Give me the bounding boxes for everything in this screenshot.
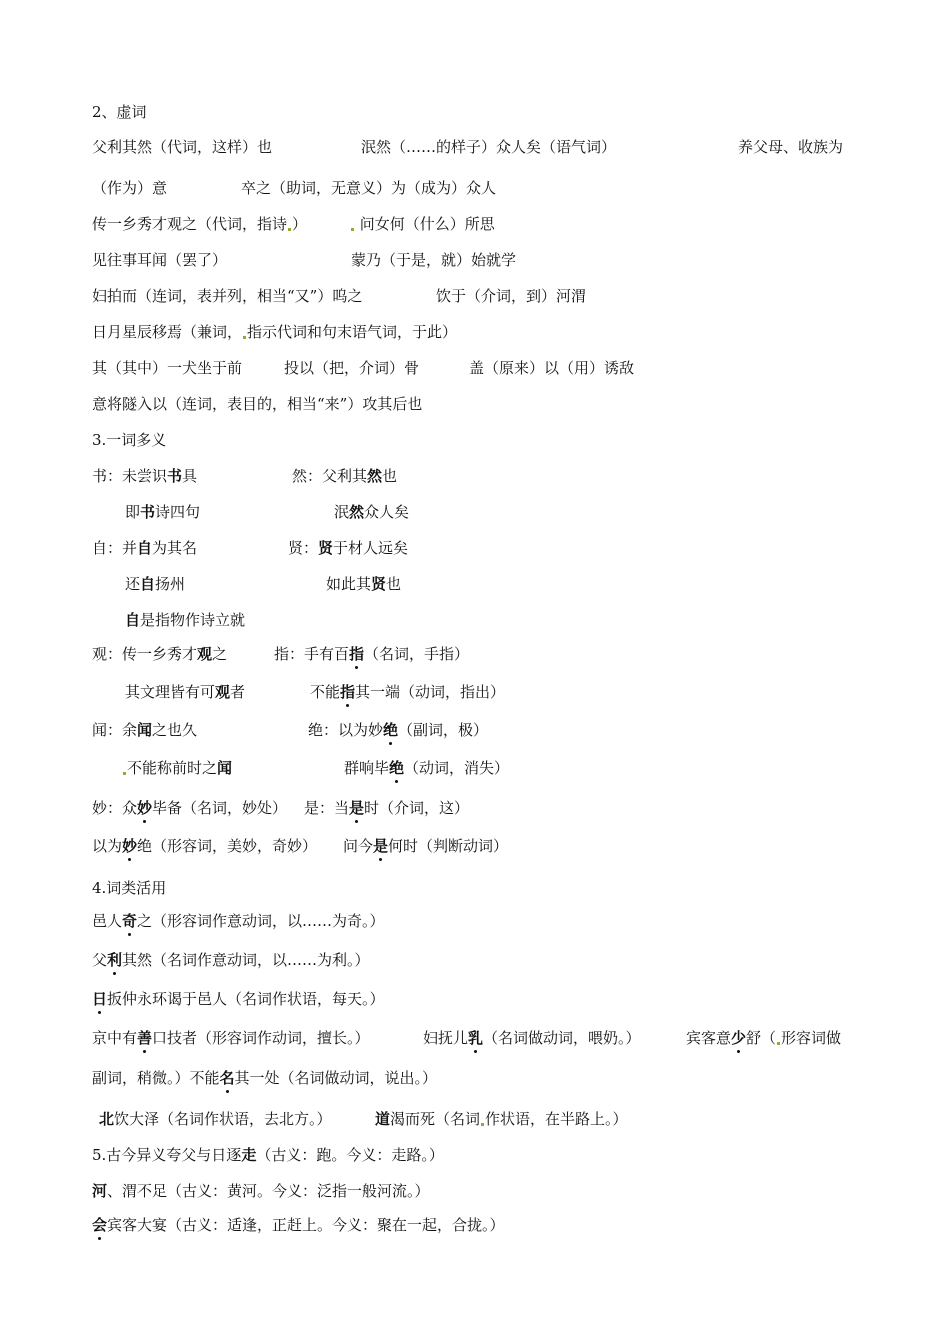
- text-s3-miao-head: 妙：: [92, 799, 123, 817]
- text-s3-xian-k2: 贤: [371, 575, 387, 593]
- text-s2-l5a: 妇拍而（连词，表并列，相当“又”）呜之: [92, 287, 363, 305]
- function-words-line-8: [92, 394, 422, 414]
- text-s2-l7a: 其（其中）一犬坐于前: [92, 359, 243, 377]
- text-s3-guan-b2: 者: [230, 683, 246, 701]
- text-s3-zi-k3: 自: [125, 611, 141, 629]
- text-s2-l6a: 日月星辰移焉（兼词，: [92, 323, 243, 341]
- text-s3-wen-b1: 不能称前时之: [127, 759, 218, 777]
- text-s3-zhi-b2: 其一端（动词，指出）: [355, 683, 506, 701]
- text-segment: [125, 502, 200, 522]
- text-s2-l2b: 卒之（助词，无意义）为（成为）众人: [241, 179, 497, 197]
- proofreading-mark: [288, 228, 291, 231]
- text-s3-jue-head: 绝：: [308, 721, 339, 739]
- text-s4-l2-k: 利: [107, 951, 123, 969]
- text-s4-l5-k: 名: [219, 1069, 235, 1087]
- text-s4-l2-pre: 父: [92, 951, 108, 969]
- text-s4-l4-d: （名词做动词，喂奶。）: [483, 1029, 641, 1047]
- text-s3-wen-head: 闻：: [92, 721, 123, 739]
- text-s4-l5-a: 副词，稍微。）不能: [92, 1069, 220, 1087]
- text-s3-wen-k2: 闻: [217, 759, 233, 777]
- text-s4-l4-k2: 乳: [468, 1029, 484, 1047]
- text-segment: [274, 644, 469, 664]
- text-s3-ran-b2: 众人矣: [364, 503, 410, 521]
- text-s3-shu-k2: 书: [140, 503, 156, 521]
- text-s3-guan-a2: 之: [212, 645, 228, 663]
- section-heading-function-words: [92, 102, 147, 122]
- text-s3-zhi-b1: 不能: [310, 683, 341, 701]
- text-s4-l6-a: 饮大泽（名词作状语，去北方。）: [114, 1110, 332, 1128]
- text-s2-l7c: 盖（原来）以（用）诱敌: [469, 359, 635, 377]
- text-s5-l1-pre: 5.古今异义夸父与日逐: [92, 1146, 242, 1164]
- text-s3-wen-k1: 闻: [137, 721, 153, 739]
- text-s4-l1-post: 之（形容词作意动词，以……为奇。）: [137, 912, 385, 930]
- text-s4-l4-b: 口技者（形容词作动词，擅长。）: [152, 1029, 370, 1047]
- text-segment: [92, 720, 197, 740]
- text-s5-l2-k: 河: [92, 1182, 108, 1200]
- text-s3-guan-head: 观：: [92, 645, 123, 663]
- text-s3-shu-b2: 诗四句: [155, 503, 201, 521]
- ancient-modern-line-2: [92, 1181, 430, 1201]
- text-s2-l1c: 养父母、收族为: [738, 138, 844, 156]
- text-segment: [92, 644, 227, 664]
- text-segment: [92, 1028, 370, 1048]
- text-s3-guan-k1: 观: [197, 645, 213, 663]
- text-s3-xian-a2: 于材人远矣: [333, 539, 409, 557]
- text-s3-ran-a1: 父利其: [322, 467, 368, 485]
- text-segment: [350, 214, 495, 234]
- proofreading-mark: [243, 336, 246, 339]
- text-segment: [92, 538, 197, 558]
- text-s2-l8: 意将隧入以（连词，表目的，相当“来”）攻其后也: [92, 395, 423, 413]
- text-s3-ran-a2: 也: [382, 467, 398, 485]
- text-segment: [686, 1028, 841, 1048]
- ancient-modern-line-3: [92, 1215, 505, 1235]
- text-s3-jue-a2: （副词，极）: [398, 721, 489, 739]
- text-segment: [125, 610, 245, 630]
- text-s4-l1-k: 奇: [122, 912, 138, 930]
- text-segment: [122, 758, 232, 778]
- text-s5-l1-post: （古义：跑。今义：走路。）: [256, 1146, 444, 1164]
- word-class-line-2: [92, 950, 370, 970]
- text-s3-miao-b2: 绝（形容词，美妙，奇妙）: [137, 837, 318, 855]
- text-s3-zi-a2: 为其名: [152, 539, 198, 557]
- text-s3-shi-k1: 是: [349, 799, 365, 817]
- proofreading-mark: [351, 228, 354, 231]
- ancient-modern-line-1: [92, 1145, 444, 1165]
- text-s3-shi-a1: 当: [334, 799, 350, 817]
- text-s4-l6-k2: 道: [375, 1110, 391, 1128]
- section-heading-polysemy: [92, 430, 166, 450]
- text-s5-l2-post: 、渭不足（古义：黄河。今义：泛指一般河流。）: [107, 1182, 430, 1200]
- text-s3-zi-c2: 是指物作诗立就: [140, 611, 246, 629]
- text-s3-shu-a1: 未尝识: [122, 467, 168, 485]
- text-s2-l7b: 投以（把，介词）骨: [284, 359, 420, 377]
- text-s4-l3-post: 扳仲永环谒于邑人（名词作状语，每天。）: [107, 990, 385, 1008]
- word-class-line-1: [92, 911, 385, 931]
- proofreading-mark: [481, 1123, 484, 1126]
- text-s3-miao-a2: 毕备（名词，妙处）: [152, 799, 288, 817]
- text-s4-l4-k3: 少: [731, 1029, 747, 1047]
- text-s3-shi-b1: 问今: [343, 837, 374, 855]
- text-s4-l4-k1: 善: [137, 1029, 153, 1047]
- text-s4-l2-post: 其然（名词作意动词，以……为利。）: [122, 951, 370, 969]
- text-s3-ran-k1: 然: [367, 467, 383, 485]
- text-s3-shu-head: 书：: [92, 467, 123, 485]
- text-s3-shu-b: 即: [125, 503, 141, 521]
- text-segment: [304, 798, 469, 818]
- text-segment: [292, 466, 397, 486]
- text-s5-l3-k: 会: [92, 1216, 108, 1234]
- text-s2-heading: 2、虚词: [92, 103, 147, 121]
- text-s3-miao-k1: 妙: [137, 799, 153, 817]
- text-s3-zhi-a2: （名词，手指）: [364, 645, 470, 663]
- text-s4-l4-g: 形容词做: [781, 1029, 842, 1047]
- text-segment: [334, 502, 409, 522]
- text-s3-wen-a2: 之也久: [152, 721, 198, 739]
- text-segment: [125, 574, 185, 594]
- text-s3-zi-a1: 并: [122, 539, 138, 557]
- text-s2-l3a2: ）: [292, 215, 308, 233]
- text-s4-l6-b2: 作状语，在半路上。）: [485, 1110, 628, 1128]
- text-s3-jue-k1: 绝: [383, 721, 399, 739]
- text-s3-shi-b2: 何时（判断动词）: [388, 837, 509, 855]
- text-segment: [375, 1109, 628, 1129]
- text-segment: [308, 720, 488, 740]
- text-s3-shi-k2: 是: [373, 837, 389, 855]
- text-s4-l4-a: 京中有: [92, 1029, 138, 1047]
- text-s2-l6b: 指示代词和句末语气词，于此）: [247, 323, 458, 341]
- text-s2-l5b: 饮于（介词，到）河渭: [436, 287, 587, 305]
- text-s5-l1-k: 走: [241, 1146, 257, 1164]
- text-s3-zi-b2: 扬州: [155, 575, 186, 593]
- text-s3-jue-a1: 以为妙: [338, 721, 384, 739]
- text-s3-ran-k2: 然: [349, 503, 365, 521]
- text-s2-l1b: 泯然（……的样子）众人矣（语气词）: [361, 138, 617, 156]
- text-s4-l5-b: 其一处（名词做动词，说出。）: [234, 1069, 438, 1087]
- text-s3-miao-b1: 以为: [92, 837, 123, 855]
- text-s4-l1-pre: 邑人: [92, 912, 123, 930]
- text-s3-zi-b1: 还: [125, 575, 141, 593]
- text-s3-zi-k2: 自: [140, 575, 156, 593]
- text-s3-heading: 3.一词多义: [92, 431, 167, 449]
- section-heading-word-class: [92, 878, 166, 898]
- text-s2-l1a: 父利其然（代词，这样）也: [92, 138, 273, 156]
- text-s3-shi-a2: 时（介词，这）: [364, 799, 470, 817]
- text-s3-shi-head: 是：: [304, 799, 335, 817]
- text-segment: [92, 214, 307, 234]
- text-s3-ran-head: 然：: [292, 467, 323, 485]
- text-s3-miao-k2: 妙: [122, 837, 138, 855]
- text-s2-l2a: （作为）意: [92, 179, 168, 197]
- text-s4-l6-b: 渴而死（名词: [390, 1110, 481, 1128]
- text-s3-jue-b2: （动词，消失）: [404, 759, 510, 777]
- proofreading-mark: [123, 772, 126, 775]
- text-s3-xian-k1: 贤: [318, 539, 334, 557]
- text-segment: [92, 322, 457, 342]
- text-s3-wen-a1: 余: [122, 721, 138, 739]
- text-s4-l4-e: 宾客意: [686, 1029, 732, 1047]
- text-segment: [343, 836, 508, 856]
- text-s4-l4-f: 舒（: [746, 1029, 777, 1047]
- text-s3-zi-head: 自：: [92, 539, 123, 557]
- text-segment: [423, 1028, 641, 1048]
- text-s4-l4-c: 妇抚儿: [423, 1029, 469, 1047]
- text-s3-jue-b1: 群响毕: [344, 759, 390, 777]
- text-s4-l6-k1: 北: [99, 1110, 115, 1128]
- text-segment: [92, 836, 317, 856]
- text-s3-shu-k1: 书: [167, 467, 183, 485]
- text-s3-guan-a1: 传一乡秀才: [122, 645, 198, 663]
- text-s3-guan-b1: 其文理皆有可: [125, 683, 216, 701]
- text-s5-l3-post: 宾客大宴（古义：适逢，正赶上。今义：聚在一起，合拢。）: [107, 1216, 505, 1234]
- text-s3-miao-a1: 众: [122, 799, 138, 817]
- text-segment: [92, 798, 287, 818]
- text-segment: [288, 538, 408, 558]
- word-class-line-5: [92, 1068, 437, 1088]
- text-segment: [99, 1109, 332, 1129]
- text-s2-l4b: 蒙乃（于是，就）始就学: [351, 251, 517, 269]
- text-s3-zhi-k1: 指: [349, 645, 365, 663]
- text-s3-zhi-head: 指：: [274, 645, 305, 663]
- text-s3-xian-b1: 如此其: [326, 575, 372, 593]
- text-s4-l3-k: 日: [92, 990, 108, 1008]
- text-s3-zhi-k2: 指: [340, 683, 356, 701]
- text-segment: [92, 466, 197, 486]
- text-s3-shu-a2: 具: [182, 467, 198, 485]
- text-s3-guan-k2: 观: [215, 683, 231, 701]
- text-s2-l3a: 传一乡秀才观之（代词，指诗: [92, 215, 288, 233]
- text-s3-xian-b2: 也: [386, 575, 402, 593]
- text-segment: [310, 682, 505, 702]
- text-segment: [344, 758, 509, 778]
- text-s4-heading: 4.词类活用: [92, 879, 167, 897]
- proofreading-mark: [777, 1042, 780, 1045]
- text-segment: [326, 574, 401, 594]
- text-segment: [125, 682, 245, 702]
- text-s3-zi-k1: 自: [137, 539, 153, 557]
- word-class-line-3: [92, 989, 385, 1009]
- text-s3-jue-k2: 绝: [389, 759, 405, 777]
- text-s2-l3b: 问女何（什么）所思: [359, 215, 495, 233]
- text-s2-l4a: 见往事耳闻（罢了）: [92, 251, 228, 269]
- text-s3-xian-head: 贤：: [288, 539, 319, 557]
- text-s3-zhi-a1: 手有百: [304, 645, 350, 663]
- text-s3-ran-b1: 泯: [334, 503, 350, 521]
